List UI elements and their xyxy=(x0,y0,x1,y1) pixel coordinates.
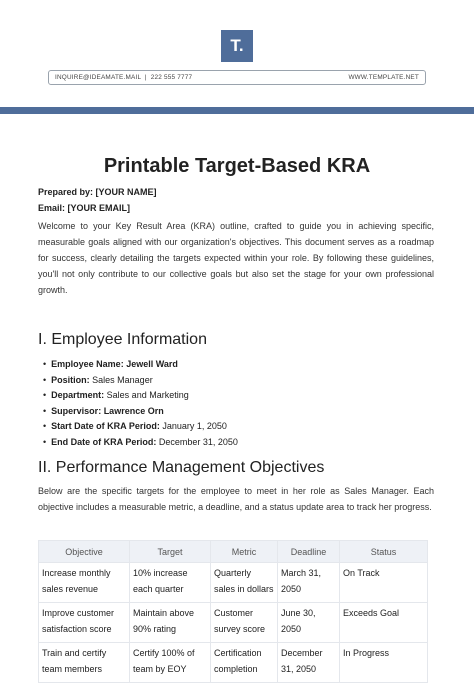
info-label: Department xyxy=(51,390,102,401)
table-row xyxy=(39,563,428,603)
table-cell: Certification completion xyxy=(211,643,278,683)
company-logo xyxy=(221,30,253,62)
employee-info-list xyxy=(38,357,238,451)
section-heading-objectives: II. Performance Management Objectives xyxy=(38,459,325,476)
table-body xyxy=(39,563,428,683)
prepared-by: Prepared by: [YOUR NAME] xyxy=(38,187,157,197)
column-header: Status xyxy=(340,541,428,563)
table-cell: Improve customer satisfaction score xyxy=(39,603,130,643)
table-cell: Train and certify team members xyxy=(39,643,130,683)
table-cell: March 31, 2050 xyxy=(278,563,340,603)
logo-letter: T. xyxy=(230,36,244,55)
info-label: Supervisor xyxy=(51,405,99,416)
list-item: • Supervisor: Lawrence Orn xyxy=(38,404,238,420)
header-band xyxy=(0,107,474,114)
table-cell: Increase monthly sales revenue xyxy=(39,563,130,603)
info-value: Lawrence Orn xyxy=(103,405,164,416)
contact-website: WWW.TEMPLATE.NET xyxy=(348,74,419,81)
table-cell: Certify 100% of team by EOY xyxy=(130,643,211,683)
table-row xyxy=(39,603,428,643)
list-item: • Department: Sales and Marketing xyxy=(38,388,238,404)
column-header: Deadline xyxy=(278,541,340,563)
list-item: • Start Date of KRA Period: January 1, 2050 xyxy=(38,419,238,435)
list-item: • Employee Name: Jewell Ward xyxy=(38,357,238,373)
info-value: Sales and Marketing xyxy=(106,390,189,401)
info-label: Position xyxy=(51,374,87,385)
contact-email-phone: INQUIRE@IDEAMATE.MAIL | 222 555 7777 xyxy=(55,74,193,81)
table-cell: June 30, 2050 xyxy=(278,603,340,643)
info-value: Jewell Ward xyxy=(126,359,178,369)
info-label: Employee Name xyxy=(51,359,121,369)
table-cell: Quarterly sales in dollars xyxy=(211,563,278,603)
table-cell: 10% increase each quarter xyxy=(130,563,211,603)
list-item: • End Date of KRA Period: December 31, 2050 xyxy=(38,435,238,451)
table-header-row xyxy=(39,541,428,563)
info-label: Start Date of KRA Period xyxy=(51,421,157,432)
table-cell: On Track xyxy=(340,563,428,603)
table-cell: December 31, 2050 xyxy=(278,643,340,683)
table-cell: In Progress xyxy=(340,643,428,683)
document-title: Printable Target-Based KRA xyxy=(103,155,371,177)
info-label: End Date of KRA Period xyxy=(51,436,154,447)
section-heading-employee-info: I. Employee Information xyxy=(38,331,207,348)
contact-bar xyxy=(48,70,426,85)
info-value: January 1, 2050 xyxy=(162,421,227,432)
list-item: • Position: Sales Manager xyxy=(38,373,238,389)
table-cell: Maintain above 90% rating xyxy=(130,603,211,643)
email-line: Email: [YOUR EMAIL] xyxy=(38,203,131,213)
info-value: December 31, 2050 xyxy=(158,436,238,447)
table-row xyxy=(39,643,428,683)
table-cell: Customer survey score xyxy=(211,603,278,643)
column-header: Metric xyxy=(211,541,278,563)
objectives-paragraph: Below are the specific targets for the employee to meet in her role as Sales Manager. Each objective includes a measurable metric, a deadline, and a status update area to track her progress. xyxy=(38,486,434,512)
info-value: Sales Manager xyxy=(92,374,153,385)
column-header: Objective xyxy=(39,541,130,563)
objectives-table xyxy=(38,540,428,683)
intro-paragraph: Welcome to your Key Result Area (KRA) outline, crafted to guide you in achieving specific, measurable goals aligned with our organization's objectives. This document serves as a roadmap for success, clearly detailing the targets expected within your role. By following these guidelines, you'll not only contribute to our collective goals but also set the stage for your own professional growth. xyxy=(38,221,434,295)
table-cell: Exceeds Goal xyxy=(340,603,428,643)
column-header: Target xyxy=(130,541,211,563)
